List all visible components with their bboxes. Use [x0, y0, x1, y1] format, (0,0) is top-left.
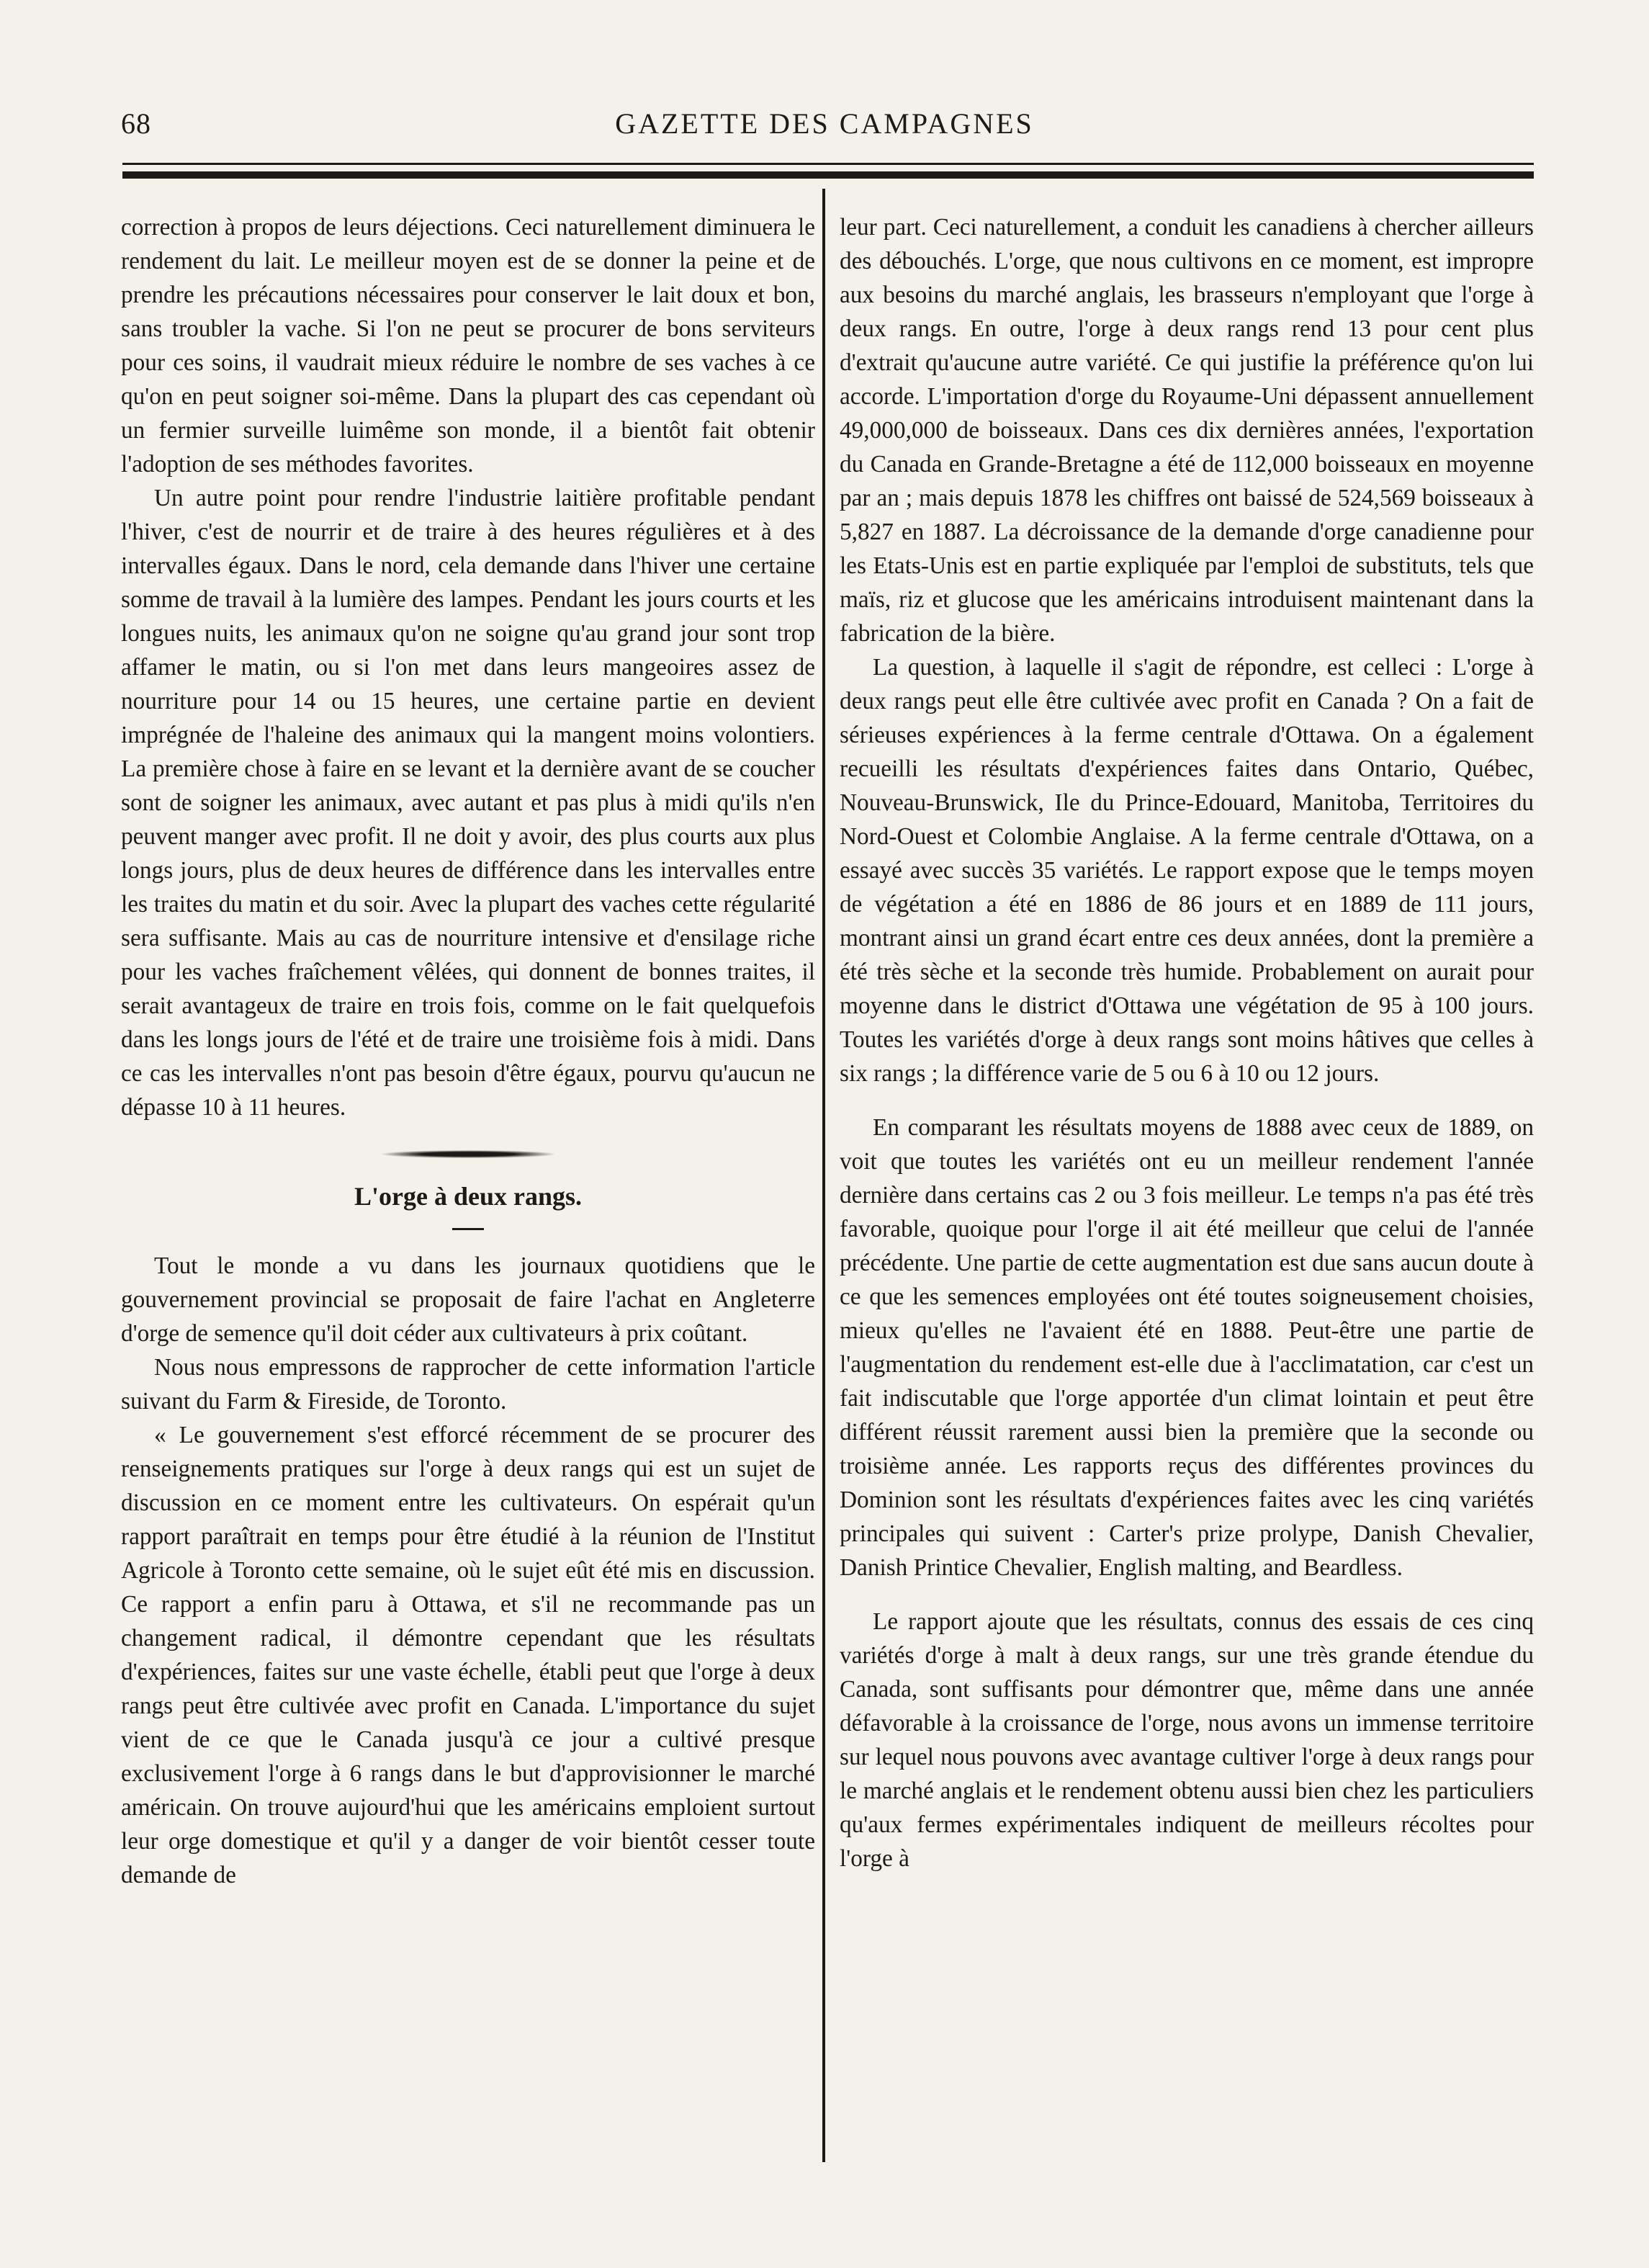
paragraph-dairy-continued: correction à propos de leurs déjections. Ceci naturellement diminuera le rendement du lait. Le meilleur moyen est de se donner la peine et de prendre les précautions nécessaires pour conserver le lait doux et bon, sans troubler la vache. Si l'on ne peut se procurer de bons serviteurs pour ces soins, il vaudrait mieux réduire le nombre de ses vaches à ce qu'on en peut soigner soi-même. Dans la plupart des cas cependant où un fermier surveille luimême son monde, il a bientôt fait obtenir l'adoption de ses méthodes favorites. — [121, 214, 815, 478]
right-column — [840, 210, 1534, 1875]
paragraph-barley-experiments: La question, à laquelle il s'agit de répondre, est celleci : L'orge à deux rangs peut elle être cultivée avec profit en Canada ? On a fait de sérieuses expériences à la ferme centrale d'Ottawa. On a également recueilli les résultats d'expériences faites dans Ontario, Québec, Nouveau-Brunswick, Ile du Prince-Edouard, Manitoba, Territoires du Nord-Ouest et Colombie Anglaise. A la ferme centrale d'Ottawa, on a essayé avec succès 35 variétés. Le rapport expose que le temps moyen de végétation a été en 1886 de 86 jours et en 1889 de 111 jours, montrant ainsi un grand écart entre ces deux années, dont la première a été très sèche et la seconde très humide. Probablement on aurait pour moyenne dans le district d'Ottawa une végétation de 95 à 100 jours. Toutes les variétés d'orge à deux rangs sont moins hâtives que celles à six rangs ; la différence varie de 5 ou 6 à 10 ou 12 jours. — [840, 654, 1534, 1087]
paragraph-barley-quote: « Le gouvernement s'est efforcé récemment de se procurer des renseignements pratiques sur l'orge à deux rangs qui est un sujet de discussion en ce moment entre les cultivateurs. On espérait qu'un rapport paraîtrait en temps pour être étudié à la réunion de l'Institut Agricole à Toronto cette semaine, où le sujet eût été mis en discussion. Ce rapport a enfin paru à Ottawa, et s'il ne recommande pas un changement radical, il démontre cependant que les résultats d'expériences, faites sur une vaste échelle, établi peut que l'orge à deux rangs peut être cultivée avec profit en Canada. L'importance du sujet vient de ce que le Canada jusqu'à ce jour a cultivé presque exclusivement l'orge à 6 rangs dans le but d'approvisionner le marché américain. On trouve aujourd'hui que les américains emploient surtout leur orge domestique et qu'il y a danger de voir bientôt cesser toute demande de — [121, 1422, 815, 1888]
title-dash — [452, 1228, 484, 1230]
paragraph-dairy-regularity: Un autre point pour rendre l'industrie laitière profitable pendant l'hiver, c'est de nourrir et de traire à des heures régulières et à des intervalles égaux. Dans le nord, cela demande dans l'hiver une certaine somme de travail à la lumière des lampes. Pendant les jours courts et les longues nuits, les animaux qu'on ne soigne qu'au grand jour sont trop affamer le matin, ou si l'on met dans leurs mangeoires assez de nourriture pour 14 ou 15 heures, une certaine partie en devient imprégnée de l'haleine des animaux qui la mangent moins volontiers. La première chose à faire en se levant et la dernière avant de se coucher sont de soigner les animaux, avec autant et pas plus à midi qu'ils n'en peuvent manger avec profit. Il ne doit y avoir, des plus courts aux plus longs jours, plus de deux heures de différence dans les intervalles entre les traites du matin et du soir. Avec la plupart des vaches cette régularité sera suffisante. Mais au cas de nourriture intensive et d'ensilage riche pour les vaches fraîchement vêlées, qui donnent de bonnes traites, il serait avantageux de traire en trois fois, comme on le fait quelquefois dans les longs jours de l'été et de traire une troisième fois à midi. Dans ce cas les intervalles n'ont pas besoin d'être égaux, pourvu qu'aucun ne dépasse 10 à 11 heures. — [121, 485, 815, 1121]
header-rule-thick — [122, 171, 1534, 179]
article-title: L'orge à deux rangs. — [354, 1182, 582, 1211]
paragraph-barley-intro: Tout le monde a vu dans les journaux quotidiens que le gouvernement provincial se proposait de faire l'achat en Angleterre d'orge de semence qu'il doit céder aux cultivateurs à prix coûtant. — [121, 1252, 815, 1347]
page-number: 68 — [121, 107, 151, 140]
journal-title: GAZETTE DES CAMPAGNES — [615, 107, 1034, 140]
column-separator — [822, 189, 825, 2162]
header-rule-thin — [122, 163, 1534, 165]
left-column — [121, 210, 815, 1892]
section-ornament — [382, 1150, 554, 1158]
paragraph-barley-source: Nous nous empressons de rapprocher de cette information l'article suivant du Farm & Fireside, de Toronto. — [121, 1354, 815, 1415]
paragraph-barley-results: En comparant les résultats moyens de 1888 avec ceux de 1889, on voit que toutes les variétés ont eu un meilleur rendement l'année dernière dans certains cas 2 ou 3 fois meilleur. Le temps n'a pas été très favorable, quoique pour l'orge il ait été meilleur que celui de l'année précédente. Une partie de cette augmentation est due sans aucun doute à ce que les semences employées ont été toutes soigneusement choisies, mieux qu'elles ne l'avaient été en 1888. Peut-être une partie de l'augmentation du rendement est-elle due à l'acclimatation, car c'est un fait indiscutable que l'orge apportée d'un climat lointain et peut être différent réussit rarement aussi bien la première que la seconde ou troisième année. Les rapports reçus des différentes provinces du Dominion sont les résultats d'expériences faites avec les cinq variétés principales qui suivent : Carter's prize prolype, Danish Chevalier, Danish Printice Chevalier, English malting, and Beardless. — [840, 1114, 1534, 1581]
paragraph-barley-conclusion: Le rapport ajoute que les résultats, connus des essais de ces cinq variétés d'orge à malt à deux rangs, sur une très grande étendue du Canada, sont suffisants pour démontrer que, même dans une année défavorable à la croissance de l'orge, nous avons un immense territoire sur lequel nous pouvons avec avantage cultiver l'orge à deux rangs pour le marché anglais et le rendement obtenu aussi bien chez les particuliers qu'aux fermes expérimentales indiquent de meilleurs récoltes pour l'orge à — [840, 1608, 1534, 1872]
paragraph-barley-market: leur part. Ceci naturellement, a conduit les canadiens à chercher ailleurs des débouchés. L'orge, que nous cultivons en ce moment, est impropre aux besoins du marché anglais, les brasseurs n'employant que l'orge à deux rangs. En outre, l'orge à deux rangs rend 13 pour cent plus d'extrait qu'aucune autre variété. Ce qui justifie la préférence qu'on lui accorde. L'importation d'orge du Royaume-Uni dépassent annuellement 49,000,000 de boisseaux. Dans ces dix dernières années, l'exportation du Canada en Grande-Bretagne a été de 112,000 boisseaux en moyenne par an ; mais depuis 1878 les chiffres ont baissé de 524,569 boisseaux à 5,827 en 1887. La décroissance de la demande d'orge canadienne pour les Etats-Unis est en partie expliquée par l'emploi de substituts, tels que maïs, riz et glucose que les américains introduisent maintenant dans la fabrication de la bière. — [840, 214, 1534, 647]
